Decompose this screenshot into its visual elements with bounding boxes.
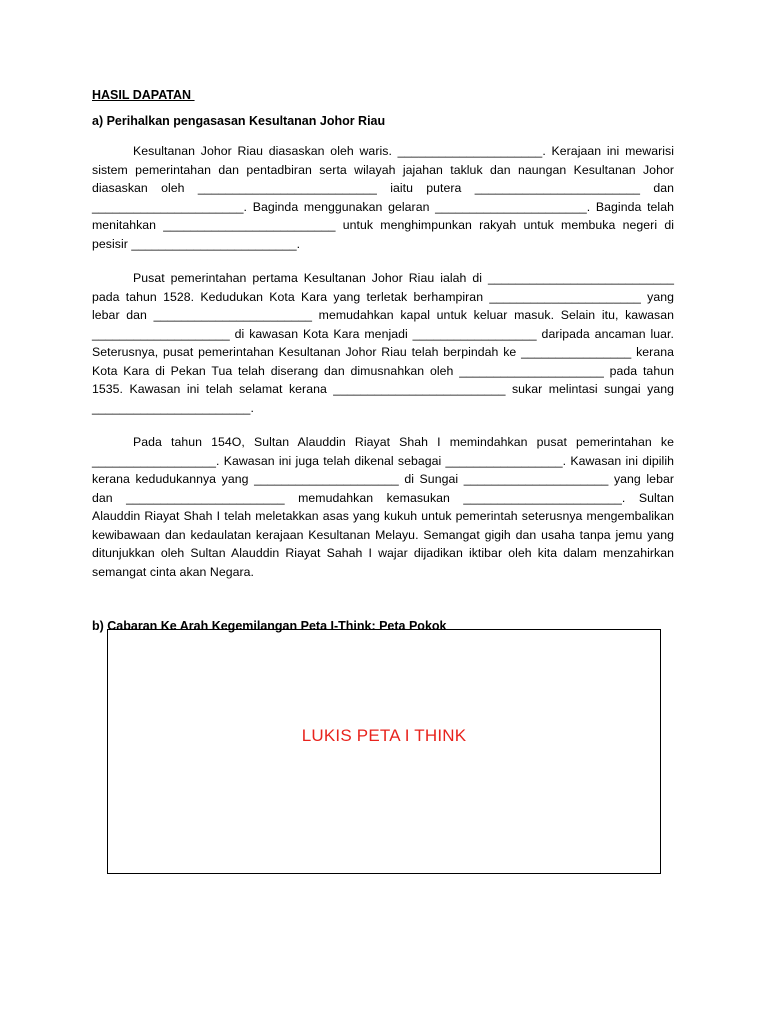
page-heading: HASIL DAPATAN xyxy=(92,88,195,102)
section-a-paragraph-3: Pada tahun 154O, Sultan Alauddin Riayat Shah I memindahkan pusat pemerintahan ke __________________. Kawasan ini juga telah dikenal sebagai _________________. Kawasan ini dipilih kerana kedudukannya yang _____________________ di Sungai _____________________ yang lebar dan _______________________ memudahkan kemasukan _______________________. Sultan Alauddin Riayat Shah I telah meletakkan asas yang kukuh untuk pemerintah seterusnya mengembalikan kewibawaan dan kedaulatan kerajaan Kesultanan Melayu. Semangat gigih dan usaha tanpa jemu yang ditunjukkan oleh Sultan Alauddin Riayat Sahah I wajar dijadikan iktibar oleh kita dalam menzahirkan semangat cinta akan Negara. xyxy=(92,435,674,579)
worksheet-page xyxy=(92,86,674,635)
section-a-paragraph-1: Kesultanan Johor Riau diasaskan oleh waris. _____________________. Kerajaan ini mewarisi sistem pemerintahan dan pentadbiran serta wilayah jajahan takluk dan naungan Kesultanan Johor diasaskan oleh __________________________ iaitu putera ________________________ dan ______________________. Baginda menggunakan gelaran ______________________. Baginda telah menitahkan _________________________ untuk menghimpunkan rakyah untuk membuka negeri di pesisir ________________________. xyxy=(92,144,674,251)
section-b-title: b) Cabaran Ke Arah Kegemilangan Peta I-Think: Peta Pokok xyxy=(92,619,447,633)
drawing-box xyxy=(107,629,661,874)
section-a-title: a) Perihalkan pengasasan Kesultanan Johor Riau xyxy=(92,114,386,128)
drawing-box-label: LUKIS PETA I THINK xyxy=(301,726,467,745)
section-a-paragraph-2: Pusat pemerintahan pertama Kesultanan Johor Riau ialah di ___________________________ pada tahun 1528. Kedudukan Kota Kara yang terletak berhampiran ______________________ yang lebar dan _______________________ memudahkan kapal untuk keluar masuk. Selain itu, kawasan ____________________ di kawasan Kota Kara menjadi __________________ daripada ancaman luar. Seterusnya, pusat pemerintahan Kesultanan Johor Riau telah berpindah ke ________________ kerana Kota Kara di Pekan Tua telah diserang dan dimusnahkan oleh _____________________ pada tahun 1535. Kawasan ini telah selamat kerana _________________________ sukar melintasi sungai yang _______________________. xyxy=(92,271,674,415)
